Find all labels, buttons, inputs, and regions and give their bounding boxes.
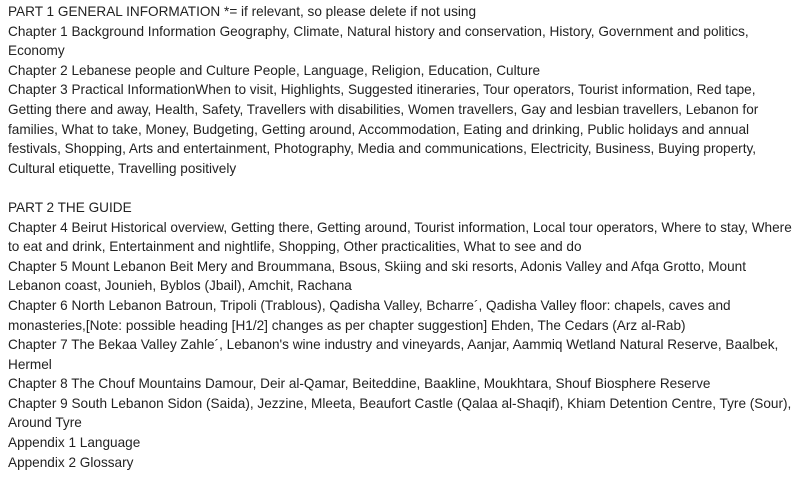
chapter-2: Chapter 2 Lebanese people and Culture People, Language, Religion, Education, Culture <box>8 62 541 78</box>
part1-heading: PART 1 GENERAL INFORMATION *= if relevant, so please delete if not using <box>8 4 477 19</box>
appendix-1: Appendix 1 Language <box>8 435 141 451</box>
chapter-1: Chapter 1 Background Information Geography, Climate, Natural history and conservation, History, Government and politics, Economy <box>8 23 749 59</box>
section-spacer <box>8 178 792 198</box>
document-body <box>8 2 792 472</box>
chapter-7: Chapter 7 The Bekaa Valley Zahle´, Lebanon's wine industry and vineyards, Aanjar, Aammiq Wetland Natural Reserve, Baalbek, Hermel <box>8 337 779 372</box>
chapter-3: Chapter 3 Practical InformationWhen to visit, Highlights, Suggested itineraries, Tour operators, Tourist information, Red tape, Getting there and away, Health, Safety, Travellers with disabilities, Women travellers, Gay and lesbian travellers, Lebanon for families, What to take, Money, Budgeting, Getting around, Accommodation, Eating and drinking, Public holidays and annual festivals, Shopping, Arts and entertainment, Photography, Media and communications, Electricity, Business, Buying property, Cultural etiquette, Travelling positively <box>8 82 759 176</box>
appendix-2: Appendix 2 Glossary <box>8 454 134 470</box>
chapter-6: Chapter 6 North Lebanon Batroun, Tripoli (Trablous), Qadisha Valley, Bcharre´, Qadisha Valley floor: chapels, caves and monasteries,[Note: possible heading [H1/2] changes as per chapter suggestion] Ehden, The Cedars (Arz al-Rab) <box>8 297 731 333</box>
part2-heading: PART 2 THE GUIDE <box>8 199 132 215</box>
chapter-4: Chapter 4 Beirut Historical overview, Getting there, Getting around, Tourist information, Local tour operators, Where to stay, Where to eat and drink, Entertainment and nightlife, Shopping, Other practicalities, What to see and do <box>8 219 792 255</box>
chapter-5: Chapter 5 Mount Lebanon Beit Mery and Broummana, Bsous, Skiing and ski resorts, Adonis Valley and Afqa Grotto, Mount Lebanon coast, Jounieh, Byblos (Jbail), Amchit, Rachana <box>8 258 746 294</box>
chapter-8: Chapter 8 The Chouf Mountains Damour, Deir al-Qamar, Beiteddine, Baakline, Moukhtara, Shouf Biosphere Reserve <box>8 376 711 392</box>
chapter-9: Chapter 9 South Lebanon Sidon (Saida), Jezzine, Mleeta, Beaufort Castle (Qalaa al-Shaqif), Khiam Detention Centre, Tyre (Sour), Around Tyre <box>8 395 792 431</box>
